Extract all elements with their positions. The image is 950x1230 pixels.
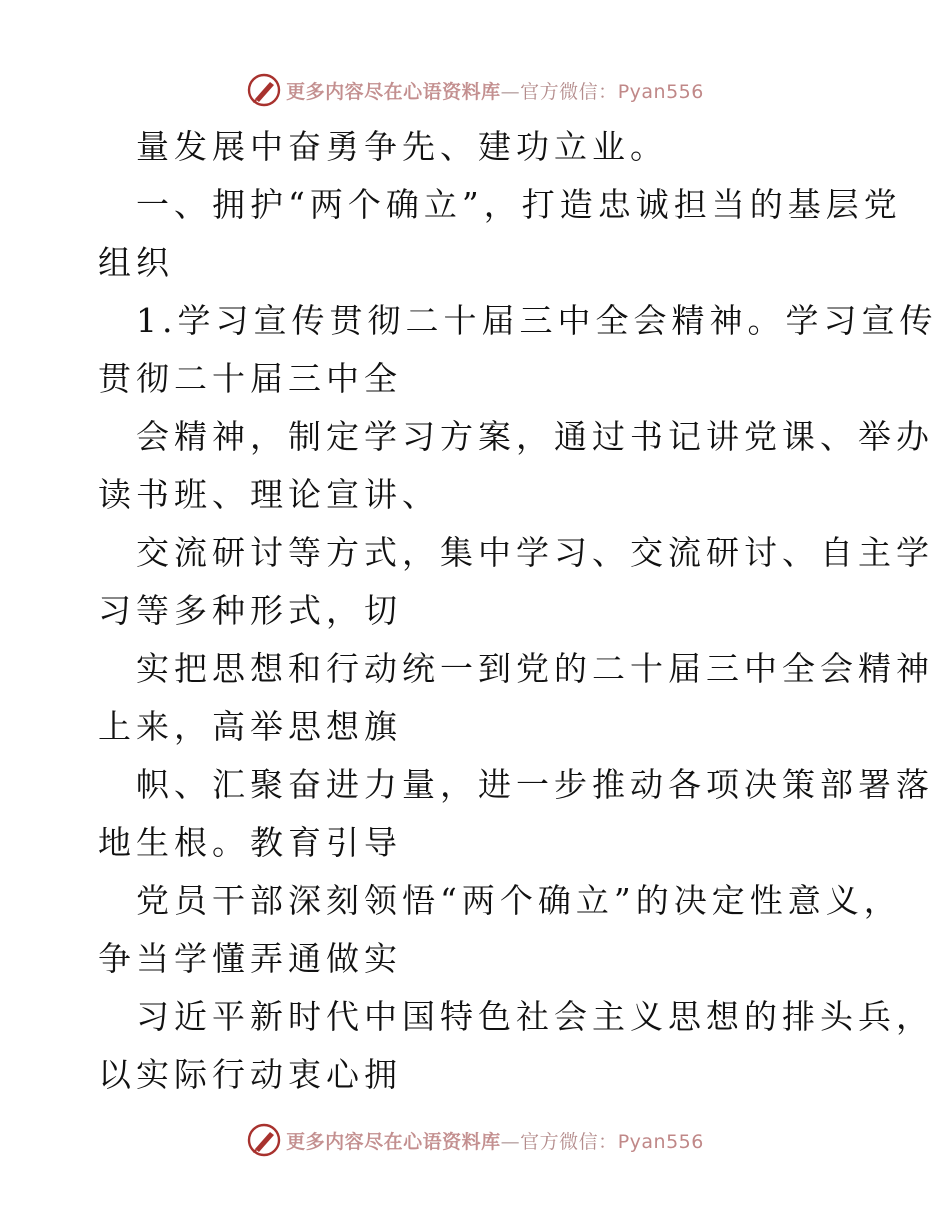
body-line-6: 会精神，制定学习方案，通过书记讲党课、举办 (136, 417, 934, 456)
body-line-10: 实把思想和行动统一到党的二十届三中全会精神 (136, 649, 934, 688)
body-line-1: 量发展中奋勇争先、建功立业。 (136, 127, 668, 166)
footer-wechat-label: 官方微信： (520, 1130, 618, 1153)
body-line-12: 帜、汇聚奋进力量，进一步推动各项决策部署落 (136, 765, 934, 804)
body-line-4: 1.学习宣传贯彻二十届三中全会精神。学习宣传 (136, 301, 938, 340)
body-line-5: 贯彻二十届三中全 (98, 359, 402, 398)
pen-logo-icon (246, 72, 282, 108)
header-banner-text (286, 77, 704, 104)
pen-logo-icon (246, 1122, 282, 1158)
body-line-17: 以实际行动衷心拥 (98, 1055, 402, 1094)
footer-brand-text: 更多内容尽在心语资料库 (286, 1130, 501, 1153)
footer-banner (0, 1118, 950, 1162)
body-line-8: 交流研讨等方式，集中学习、交流研讨、自主学 (136, 533, 934, 572)
header-banner (0, 68, 950, 112)
header-brand-text: 更多内容尽在心语资料库 (286, 80, 501, 103)
header-separator: — (500, 80, 521, 103)
body-line-15: 争当学懂弄通做实 (98, 939, 402, 978)
body-line-14: 党员干部深刻领悟“两个确立”的决定性意义， (136, 881, 902, 920)
footer-banner-text (286, 1127, 704, 1154)
header-wechat-id: Pyan556 (617, 80, 704, 103)
header-wechat-label: 官方微信： (520, 80, 618, 103)
body-line-11: 上来，高举思想旗 (98, 707, 402, 746)
body-line-3: 组织 (98, 243, 174, 282)
body-line-9: 习等多种形式，切 (98, 591, 402, 630)
footer-wechat-id: Pyan556 (617, 1130, 704, 1153)
footer-separator: — (500, 1130, 521, 1153)
body-line-13: 地生根。教育引导 (98, 823, 402, 862)
body-line-2: 一、拥护“两个确立”，打造忠诚担当的基层党 (136, 185, 902, 224)
body-line-16: 习近平新时代中国特色社会主义思想的排头兵， (136, 997, 934, 1036)
body-line-7: 读书班、理论宣讲、 (98, 475, 440, 514)
